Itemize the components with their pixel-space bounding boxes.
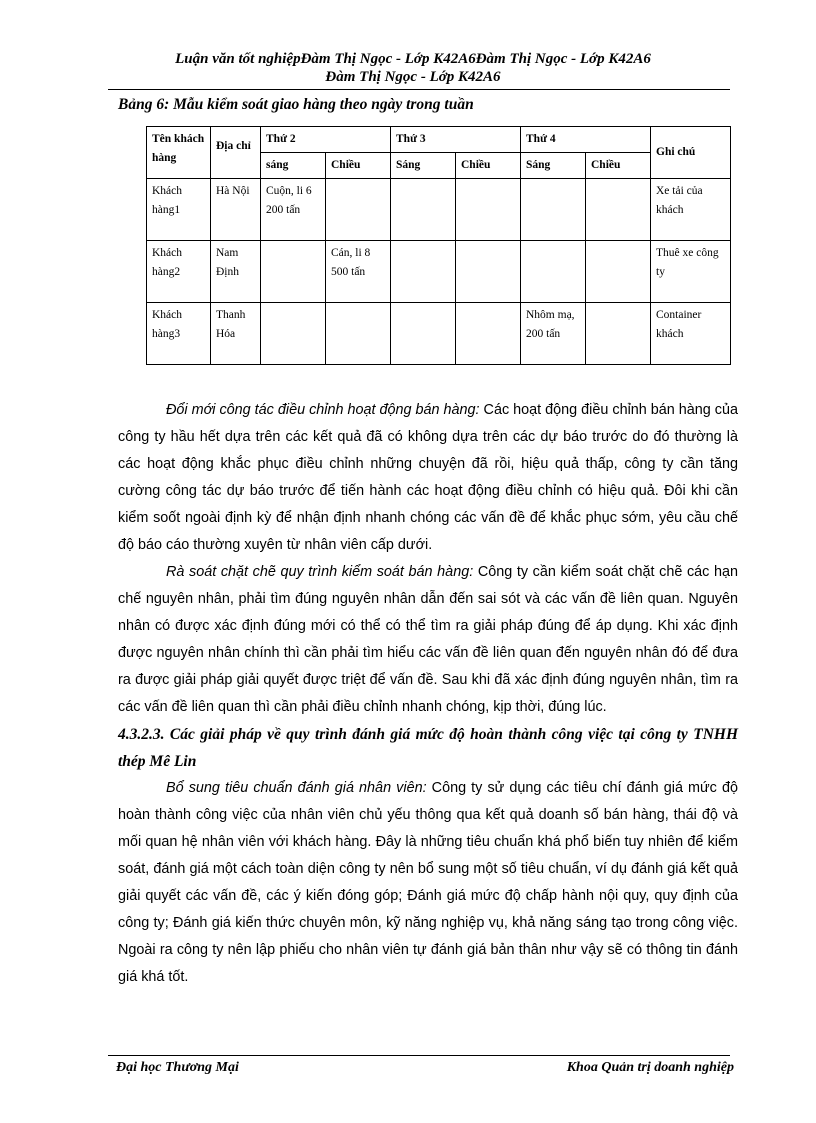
customer-cell: Khách hàng3: [147, 303, 211, 365]
subheader-afternoon: Chiều: [326, 153, 391, 179]
paragraph-body: Công ty cần kiểm soát chặt chẽ các hạn chế nguyên nhân, phải tìm đúng nguyên nhân dẫn đến sai sót và các vấn đề liên quan. Nguyên nhân có được xác định đúng mới có thể có thể tìm ra giải pháp đúng để áp dụng. Khi xác định được nguyên nhân chính thì cần phải tìm hiểu các vấn đề liên quan đến nguyên nhân đó để đưa ra được giải pháp giải quyết được triệt để vấn đề. Sau khi đã xác định đúng nguyên nhân, tìm ra các vấn đề liên quan thì cần phải điều chỉnh nhanh chóng, kịp thời, đúng lúc.: [118, 564, 738, 715]
footer-university: Đại học Thương Mại: [116, 1060, 239, 1075]
address-cell: Hà Nội: [211, 179, 261, 241]
col-day-2-header: Thứ 2: [261, 127, 391, 153]
schedule-cell: Cuộn, li 6 200 tấn: [261, 179, 326, 241]
header-line-1: Luận văn tốt nghiệpĐàm Thị Ngọc - Lớp K42A6Đàm Thị Ngọc - Lớp K42A6: [175, 51, 651, 67]
header-line-2: Đàm Thị Ngọc - Lớp K42A6: [325, 69, 501, 85]
paragraph-body: Công ty sử dụng các tiêu chí đánh giá mức độ hoàn thành công việc của nhân viên chủ yếu thông qua kết quả doanh số bán hàng, thái độ và mối quan hệ nhân viên với khách hàng. Đây là những tiêu chuẩn khá phổ biến tuy nhiên để kiểm soát, đánh giá một cách toàn diện công ty nên bổ sung một số tiêu chuẩn, ví dụ đánh giá kết quả giải quyết các vấn đề, các ý kiến đóng góp; Đánh giá mức độ chấp hành nội quy, quy định của công ty; Đánh giá kiến thức chuyên môn, kỹ năng nghiệp vụ, khả năng sáng tạo trong công việc. Ngoài ra công ty nên lập phiếu cho nhân viên tự đánh giá bản thân như vậy sẽ có thông tin đánh giá khá tốt.: [118, 780, 738, 985]
footer-divider: [108, 1055, 730, 1056]
schedule-cell: [456, 179, 521, 241]
paragraph-lead: Rà soát chặt chẽ quy trình kiểm soát bán hàng:: [166, 564, 474, 580]
customer-cell: Khách hàng2: [147, 241, 211, 303]
note-cell: Xe tải của khách: [651, 179, 731, 241]
delivery-control-table: [146, 126, 731, 365]
col-customer-header: Tên khách hàng: [147, 127, 211, 179]
schedule-cell: Nhôm mạ, 200 tấn: [521, 303, 586, 365]
note-cell: Thuê xe công ty: [651, 241, 731, 303]
paragraph-evaluation-criteria: [118, 775, 738, 991]
schedule-cell: [456, 241, 521, 303]
paragraph-lead: Đổi mới công tác điều chỉnh hoạt động bán hàng:: [166, 402, 480, 418]
header-divider: [108, 89, 730, 90]
page-header: [108, 50, 718, 86]
schedule-cell: [261, 303, 326, 365]
schedule-cell: [261, 241, 326, 303]
subheader-morning: sáng: [261, 153, 326, 179]
schedule-cell: [586, 179, 651, 241]
schedule-cell: [326, 303, 391, 365]
table-row: [147, 241, 731, 303]
table-row: [147, 303, 731, 365]
subheader-afternoon: Chiều: [586, 153, 651, 179]
table-header-row: [147, 127, 731, 153]
address-cell: Nam Định: [211, 241, 261, 303]
body-text: [118, 397, 738, 991]
customer-cell: Khách hàng1: [147, 179, 211, 241]
table-caption: Bảng 6: Mẫu kiểm soát giao hàng theo ngày trong tuần: [118, 96, 474, 113]
subheader-morning: Sáng: [521, 153, 586, 179]
schedule-cell: [586, 241, 651, 303]
address-cell: Thanh Hóa: [211, 303, 261, 365]
footer-faculty: Khoa Quản trị doanh nghiệp: [566, 1060, 734, 1075]
schedule-cell: [391, 241, 456, 303]
table-row: [147, 179, 731, 241]
note-cell: Container khách: [651, 303, 731, 365]
col-note-header: Ghi chú: [651, 127, 731, 179]
paragraph-sales-control: [118, 559, 738, 721]
schedule-cell: [521, 241, 586, 303]
paragraph-lead: Bổ sung tiêu chuẩn đánh giá nhân viên:: [166, 780, 427, 796]
col-address-header: Địa chỉ: [211, 127, 261, 179]
schedule-cell: Cán, li 8 500 tấn: [326, 241, 391, 303]
schedule-cell: [391, 303, 456, 365]
schedule-cell: [326, 179, 391, 241]
subheader-afternoon: Chiều: [456, 153, 521, 179]
schedule-cell: [521, 179, 586, 241]
schedule-cell: [391, 179, 456, 241]
paragraph-body: Các hoạt động điều chỉnh bán hàng của công ty hầu hết dựa trên các kết quả đã có không dựa trên các dự báo trước do đó thường là các hoạt động khắc phục điều chỉnh những chuyện đã rồi, hiệu quả thấp, công ty cần tăng cường công tác dự báo trước để tiến hành các hoạt động điều chỉnh có hiệu quả. Đôi khi cần kiểm soốt ngoài định kỳ để nhận định nhanh chóng các vấn đề để khắc phục sớm, yêu cầu chế độ báo cáo thường xuyên từ nhân viên cấp dưới.: [118, 402, 738, 553]
col-day-3-header: Thứ 3: [391, 127, 521, 153]
subheader-morning: Sáng: [391, 153, 456, 179]
schedule-cell: [456, 303, 521, 365]
schedule-cell: [586, 303, 651, 365]
paragraph-sales-adjustment: [118, 397, 738, 559]
col-day-4-header: Thứ 4: [521, 127, 651, 153]
section-heading: 4.3.2.3. Các giải pháp về quy trình đánh giá mức độ hoàn thành công việc tại công ty TNHH thép Mê Lin: [118, 726, 738, 770]
